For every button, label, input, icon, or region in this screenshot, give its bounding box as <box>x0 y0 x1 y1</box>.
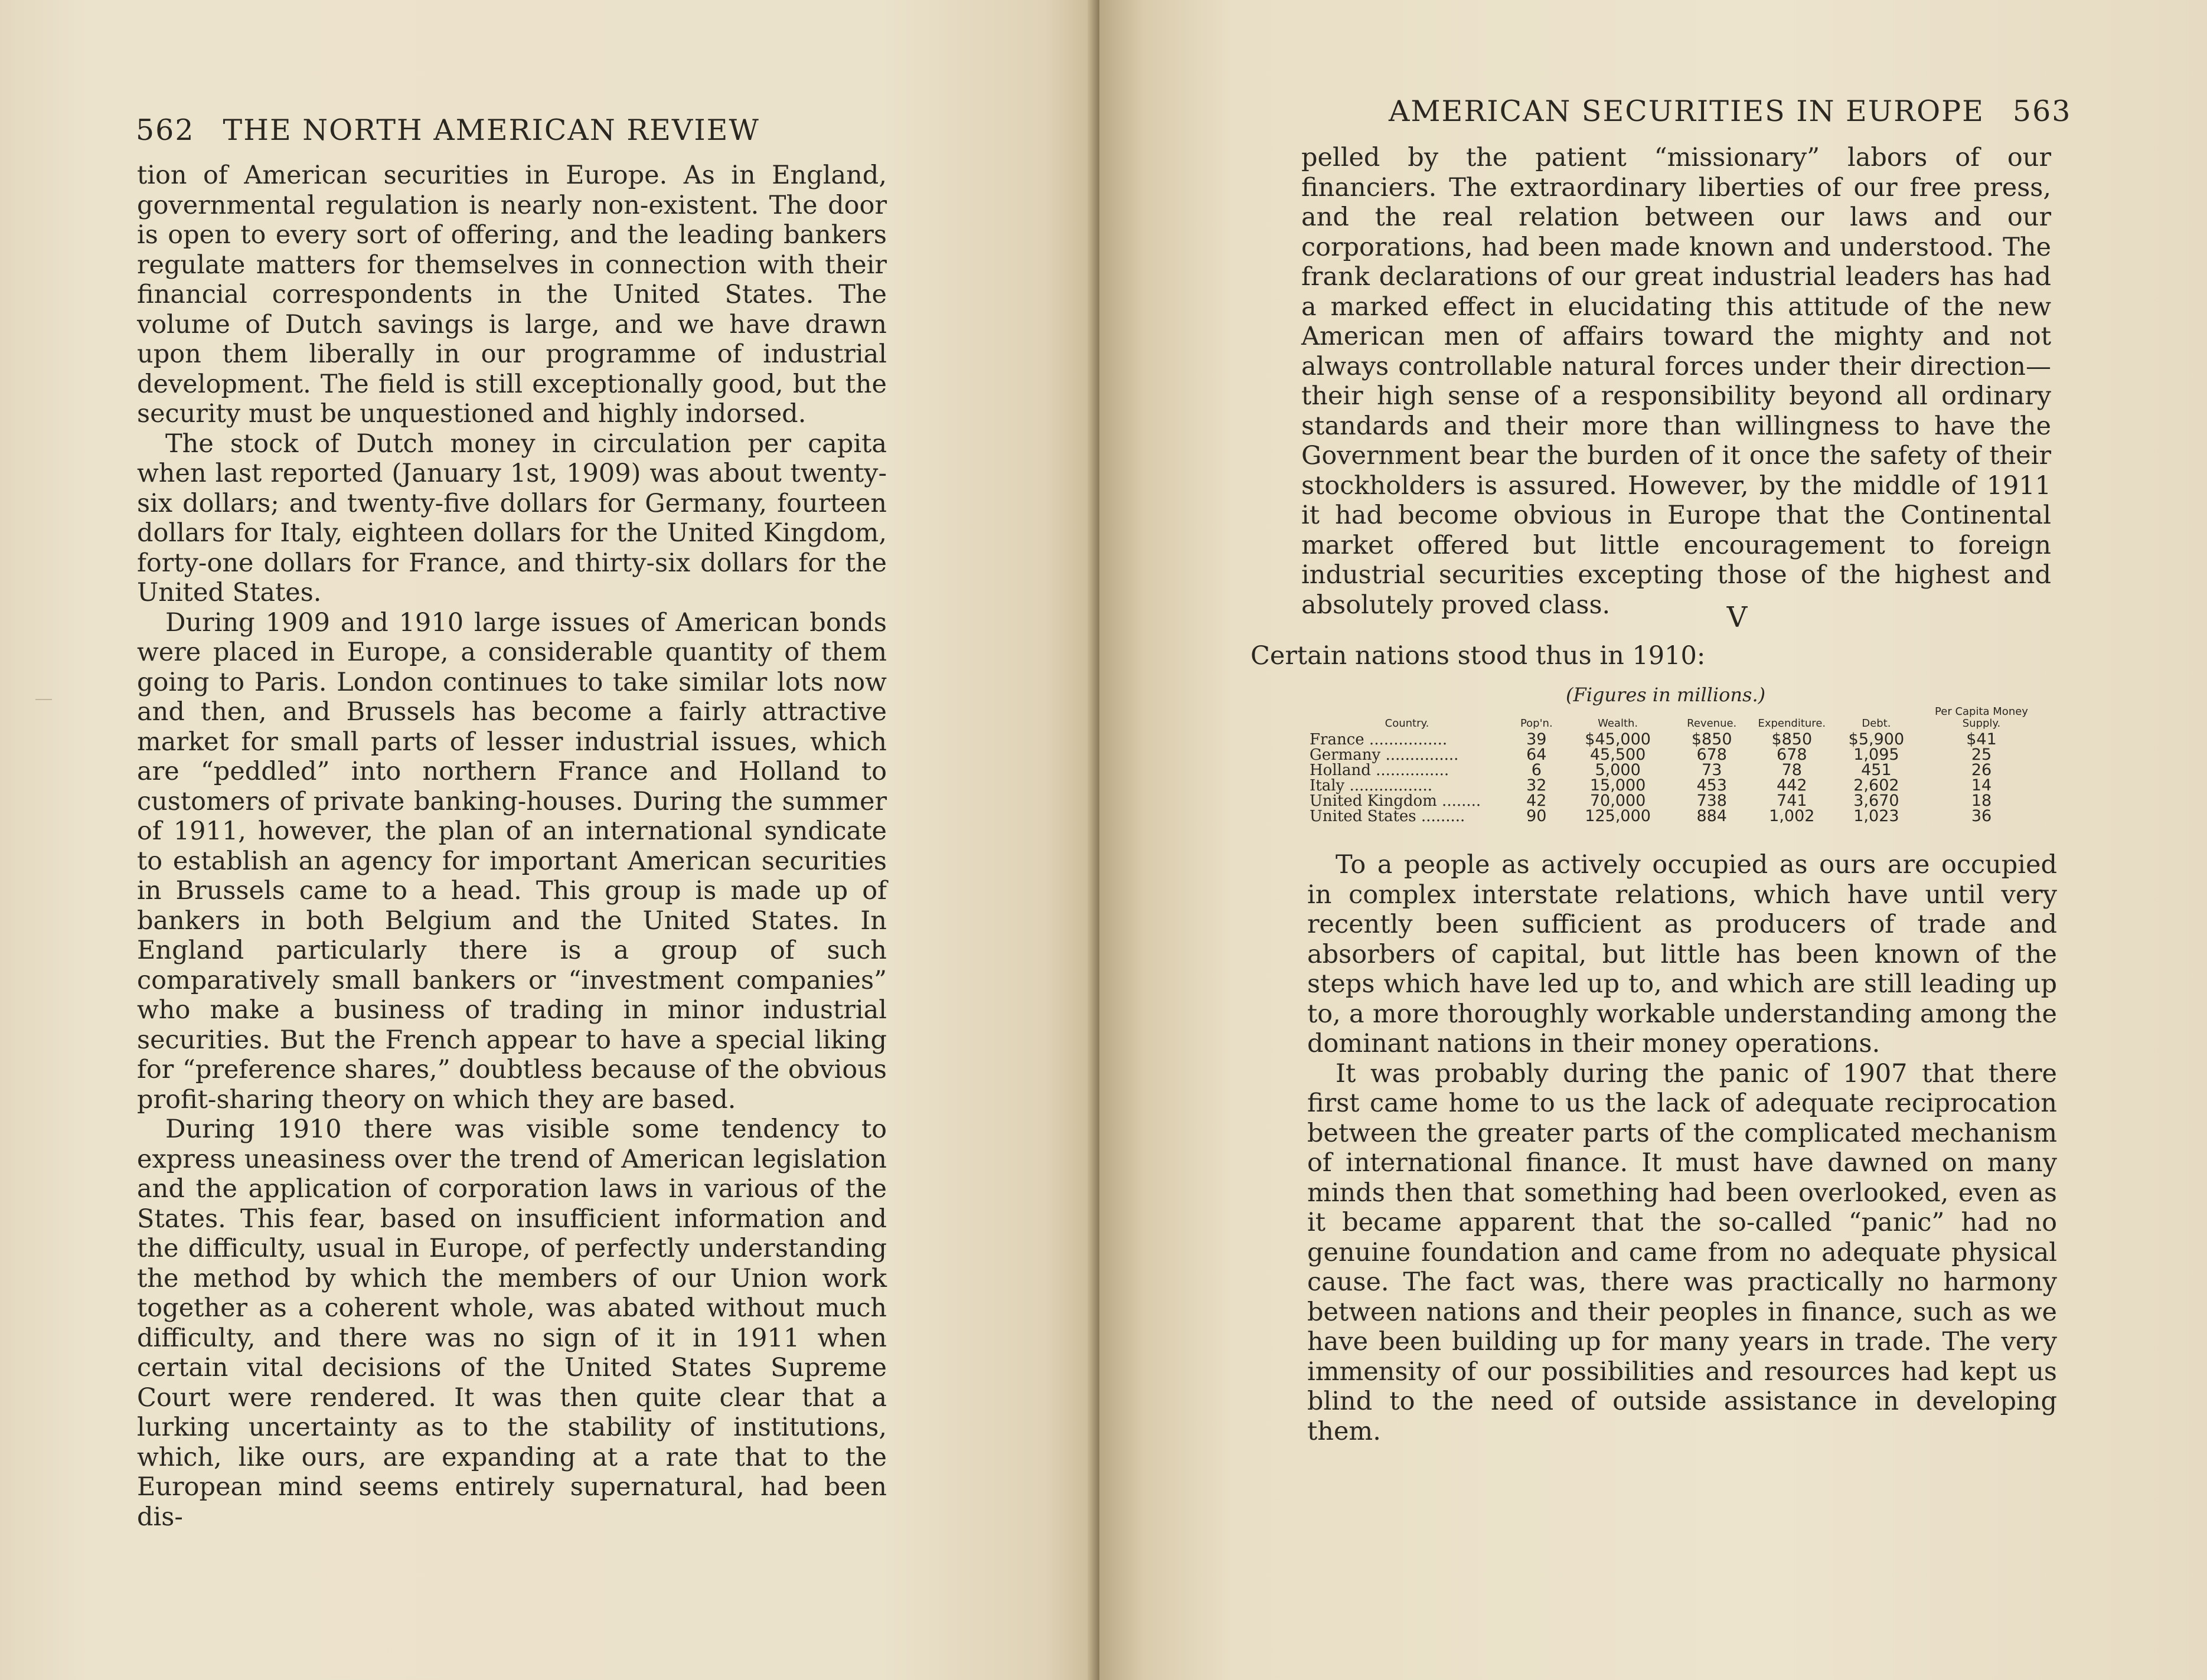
left-body <box>137 161 887 1532</box>
right-page <box>1099 0 2207 1680</box>
table-cell-country: United States ......... <box>1310 808 1465 825</box>
table-cell: 25 <box>1971 746 1992 764</box>
table-lead-line: Certain nations stood thus in 1910: <box>1251 641 1706 671</box>
right-body-bottom <box>1307 850 2057 1446</box>
table-cell: $45,000 <box>1585 730 1651 749</box>
table-row <box>1306 732 2041 747</box>
right-body-top <box>1301 143 2051 620</box>
table-cell: 90 <box>1526 807 1547 825</box>
leader-dots: ................ <box>1364 731 1448 749</box>
table-cell-country: United Kingdom ........ <box>1310 792 1481 810</box>
left-page-number: 562 <box>136 113 195 147</box>
column-header: Pop'n. <box>1520 717 1553 730</box>
table-cell: 32 <box>1526 776 1547 795</box>
table-cell: 26 <box>1971 761 1992 779</box>
table-cell: 5,000 <box>1595 761 1641 779</box>
left-page <box>0 0 1099 1680</box>
table-cell: $850 <box>1691 730 1732 749</box>
left-paragraph-2: The stock of Dutch money in circulation per capita when last reported (January 1st, 1909) was about twenty-six dollars; and twenty-five dollars for Germany, fourteen dollars for Italy, eighteen dollars for the United Kingdom, forty-one dollars for France, and thirty-six dollars for the United States. <box>137 429 887 607</box>
table-cell: 1,002 <box>1769 807 1815 825</box>
table-cell: 78 <box>1781 761 1802 779</box>
leader-dots: ................. <box>1344 777 1432 795</box>
table-cell: 18 <box>1971 792 1992 810</box>
table-row <box>1306 809 2041 824</box>
table-cell: 14 <box>1971 776 1992 795</box>
right-page-number: 563 <box>2012 94 2072 128</box>
right-paragraph-3: It was probably during the panic of 1907 that there first came home to us the lack of adequate reciprocation between the greater parts of the complicated mechanism of international finance. It must have dawned on many minds then that something had been overlooked, even as it became apparent that the so-called “panic” had no genuine foundation and came from no adequate physical cause. The fact was, there was practically no harmony between nations and their peoples in finance, such as we have been building up for many years in trade. The very immensity of our possibilities and resources had kept us blind to the need of outside assistance in developing them. <box>1307 1058 2057 1446</box>
table-cell: 73 <box>1702 761 1722 779</box>
table-cell: 70,000 <box>1589 792 1646 810</box>
table-cell: 453 <box>1696 776 1727 795</box>
table-cell: 3,670 <box>1853 792 1899 810</box>
statistics-table <box>1306 706 2041 824</box>
table-cell: 678 <box>1777 746 1807 764</box>
table-cell-country: Germany ............... <box>1310 746 1459 764</box>
right-paragraph-2: To a people as actively occupied as ours are occupied in complex interstate relations, which have until very recently been sufficient as producers of trade and absorbers of capital, but little has been known of the steps which have led up to, and which are still leading up to, a more thoroughly workable understanding among the dominant nations in their money operations. <box>1307 850 2057 1058</box>
table-cell: 678 <box>1696 746 1727 764</box>
table-cell: $850 <box>1771 730 1813 749</box>
table-cell: 39 <box>1526 730 1547 749</box>
table-cell: 1,023 <box>1853 807 1899 825</box>
table-header-row <box>1306 706 2041 732</box>
table-row <box>1306 747 2041 763</box>
table-row <box>1306 763 2041 778</box>
table-cell: $5,900 <box>1848 730 1905 749</box>
right-running-title: AMERICAN SECURITIES IN EUROPE <box>1389 94 1984 128</box>
table-cell: $41 <box>1966 730 1997 749</box>
table-row <box>1306 778 2041 793</box>
table-cell: 2,602 <box>1853 776 1899 795</box>
table-cell: 36 <box>1971 807 1992 825</box>
column-header: Per Capita Money Supply. <box>1935 705 2028 730</box>
leader-dots: ......... <box>1416 808 1465 825</box>
leader-dots: ........ <box>1436 792 1481 810</box>
left-paragraph-1: tion of American securities in Europe. As in England, governmental regulation is nearly non-existent. The door is open to every sort of offering, and the leading bankers regulate matters for themselves in connection with their financial correspondents in the United States. The volume of Dutch savings is large, and we have drawn upon them liberally in our programme of industrial development. The field is still exceptionally good, but the security must be unquestioned and highly indorsed. <box>137 161 887 429</box>
table-cell: 442 <box>1777 776 1807 795</box>
column-header: Country. <box>1385 717 1429 730</box>
table-cell: 1,095 <box>1853 746 1899 764</box>
table-cell: 738 <box>1696 792 1727 810</box>
column-header: Revenue. <box>1687 717 1737 730</box>
table-cell: 6 <box>1531 761 1542 779</box>
table-cell: 125,000 <box>1585 807 1651 825</box>
leader-dots: ............... <box>1370 761 1449 779</box>
left-running-title: THE NORTH AMERICAN REVIEW <box>223 113 760 147</box>
section-numeral: V <box>1726 601 1748 634</box>
left-paragraph-4: During 1910 there was visible some tendency to express uneasiness over the trend of American legislation and the application of corporation laws in various of the States. This fear, based on insufficient information and the difficulty, usual in Europe, of perfectly understanding the method by which the members of our Union work together as a coherent whole, was abated without much difficulty, and there was no sign of it in 1911 when certain vital decisions of the United States Supreme Court were rendered. It was then quite clear that a lurking uncertainty as to the stability of institutions, which, like ours, are expanding at a rate that to the European mind seems entirely supernatural, had been dis- <box>137 1114 887 1532</box>
table-cell: 45,500 <box>1589 746 1646 764</box>
table-cell: 42 <box>1526 792 1547 810</box>
table-cell: 64 <box>1526 746 1547 764</box>
table-cell: 741 <box>1777 792 1807 810</box>
table-cell-country: Holland ............... <box>1310 761 1449 779</box>
right-running-head <box>1389 94 2071 128</box>
column-header: Expenditure. <box>1758 717 1826 730</box>
table-cell-country: Italy ................. <box>1310 777 1432 795</box>
table-cell: 15,000 <box>1589 776 1646 795</box>
left-running-head <box>136 113 760 147</box>
column-header: Debt. <box>1862 717 1891 730</box>
page-mark <box>35 699 52 700</box>
table-cell-country: France ................ <box>1310 731 1448 749</box>
right-paragraph-1: pelled by the patient “missionary” labors of our financiers. The extraordinary liberties of our free press, and the real relation between our laws and our corporations, had been made known and understood. The frank declarations of our great industrial leaders has had a marked effect in elucidating this attitude of the new American men of affairs toward the mighty and not always controllable natural forces under their direction—their high sense of a responsibility beyond all ordinary standards and their more than willingness to have the Government bear the burden of it once the safety of their stockholders is assured. However, by the middle of 1911 it had become obvious in Europe that the Continental market offered but little encouragement to foreign industrial securities excepting those of the highest and absolutely proved class. <box>1301 143 2051 620</box>
column-header: Wealth. <box>1598 717 1638 730</box>
table-row <box>1306 793 2041 809</box>
left-paragraph-3: During 1909 and 1910 large issues of American bonds were placed in Europe, a considerable quantity of them going to Paris. London continues to take similar lots now and then, and Brussels has become a fairly attractive market for small parts of lesser industrial issues, which are “peddled” into northern France and Holland to customers of private banking-houses. During the summer of 1911, however, the plan of an international syndicate to establish an agency for important American securities in Brussels came to a head. This group is made up of bankers in both Belgium and the United States. In England particularly there is a group of such comparatively small bankers or “investment companies” who make a business of trading in minor industrial securities. But the French appear to have a special liking for “preference shares,” doubtless because of the obvious profit-sharing theory on which they are based. <box>137 607 887 1114</box>
table-caption: (Figures in millions.) <box>1566 684 1766 706</box>
table-cell: 451 <box>1861 761 1892 779</box>
table-cell: 884 <box>1696 807 1727 825</box>
leader-dots: ............... <box>1380 746 1459 764</box>
